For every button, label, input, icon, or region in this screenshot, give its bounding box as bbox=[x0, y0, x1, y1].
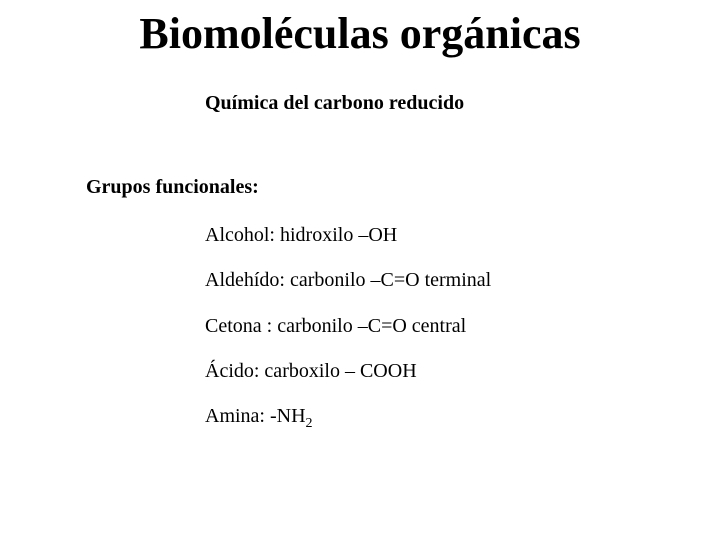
list-item-alcohol bbox=[205, 222, 491, 248]
subscript-text: 2 bbox=[305, 416, 313, 432]
slide-title: Biomoléculas orgánicas bbox=[139, 9, 581, 58]
list-item-text: Amina: -NH bbox=[205, 405, 306, 428]
list-item-text: Aldehído: carbonilo –C=O terminal bbox=[205, 269, 492, 292]
section-heading: Grupos funcionales: bbox=[86, 176, 259, 198]
functional-groups-list bbox=[205, 222, 491, 448]
list-item-acido bbox=[205, 358, 491, 384]
list-item-text: Cetona : carbonilo –C=O central bbox=[205, 314, 467, 337]
list-item-text: Alcohol: hidroxilo –OH bbox=[205, 224, 398, 246]
list-item-cetona bbox=[205, 313, 491, 339]
slide-subtitle: Química del carbono reducido bbox=[205, 92, 465, 114]
list-item-aldehido bbox=[205, 267, 491, 293]
list-item-amina bbox=[205, 403, 491, 432]
list-item-text: Ácido: carboxilo – COOH bbox=[205, 359, 417, 382]
